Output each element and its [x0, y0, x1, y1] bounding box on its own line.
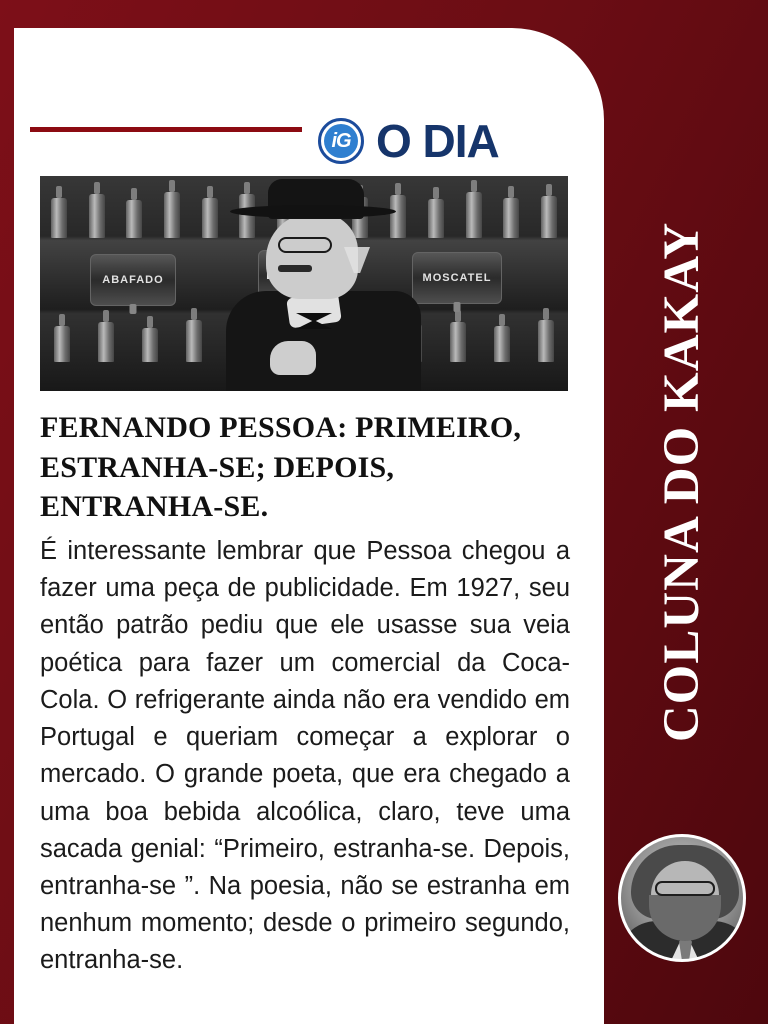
- brand-lockup[interactable]: [318, 114, 499, 168]
- avatar: [618, 834, 746, 962]
- photo-image: [40, 176, 568, 391]
- masthead-rule: [30, 127, 302, 132]
- avatar-image: [621, 837, 743, 959]
- masthead: [14, 28, 604, 168]
- ig-logo-text: iG: [324, 124, 358, 158]
- article-photo: [40, 176, 568, 391]
- column-vertical-title-text: COLUNA DO KAKAY: [654, 221, 710, 743]
- cask-label-abafado: ABAFADO: [90, 254, 176, 306]
- article-body-paragraph: É interessante lembrar que Pessoa chegou a fazer uma peça de publicidade. Em 1927, seu então patrão pediu que ele usasse sua veia poética para fazer um comercial da Coca-Cola. O refrigerante ainda não era vendido em Portugal e queriam começar a explorar o mercado. O grande poeta, que era chegado a uma boa bebida alcoólica, claro, teve uma sacada genial: “Primeiro, estranha-se. Depois, entranha-se ”. Na poesia, não se estranha em nenhum momento; desde o primeiro segundo, entranha-se.: [40, 537, 570, 975]
- article-card: [14, 28, 604, 1024]
- cask-label-moscatel: MOSCATEL: [412, 252, 502, 304]
- poet-figure: [218, 191, 428, 391]
- ig-logo-icon[interactable]: [318, 118, 364, 164]
- article-body: [40, 533, 570, 980]
- publication-name: O DIA: [376, 115, 499, 167]
- article-headline: FERNANDO PESSOA: PRIMEIRO, ESTRANHA-SE; DEPOIS, ENTRANHA-SE.: [40, 411, 522, 524]
